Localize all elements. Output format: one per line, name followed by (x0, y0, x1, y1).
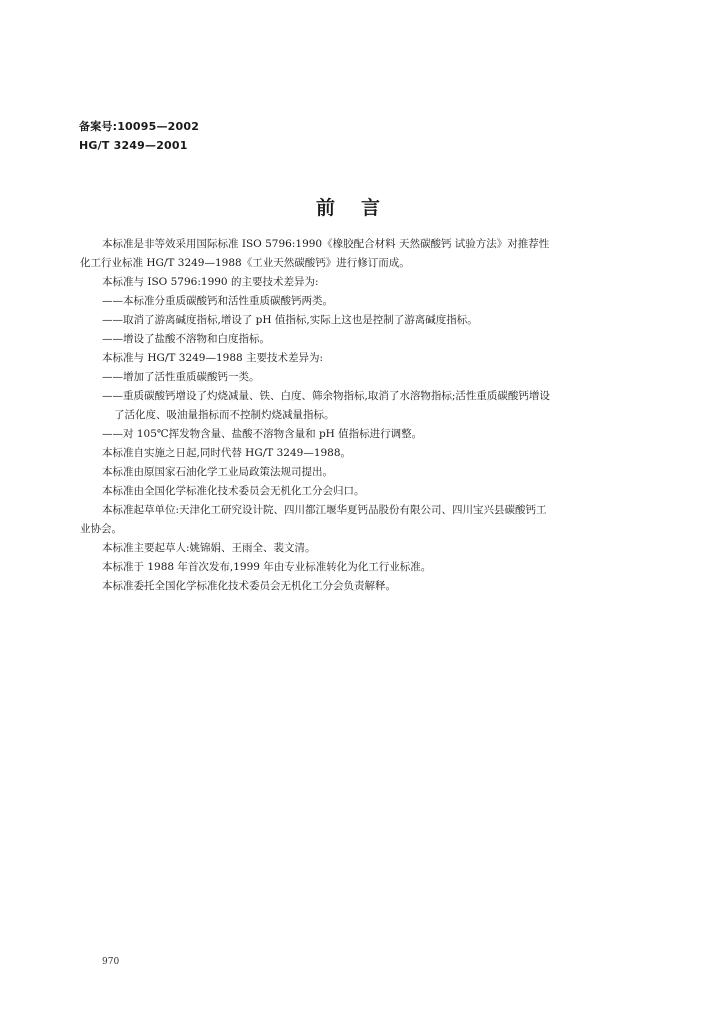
document-header (79, 117, 199, 155)
paragraph-line: 本标准由全国化学标准化技术委员会无机化工分会归口。 (102, 485, 365, 497)
paragraph-line: 本标准于 1988 年首次发布,1999 年由专业标准转化为化工行业标准。 (102, 561, 432, 573)
paragraph-line: ——重质碳酸钙增设了灼烧减量、铁、白度、筛余物指标,取消了水溶物指标;活性重质碳酸钙增设 (102, 390, 550, 402)
paragraph-line: 化工行业标准 HG/T 3249—1988《工业天然碳酸钙》进行修订而成。 (80, 257, 410, 269)
filing-number: 备案号:10095—2002 (79, 120, 200, 133)
paragraph-line: 了活化度、吸油量指标而不控制灼烧减量指标。 (114, 409, 335, 421)
paragraph-line: 本标准委托全国化学标准化技术委员会无机化工分会负责解释。 (102, 580, 396, 592)
paragraph-line: 业协会。 (80, 523, 122, 535)
page-number: 970 (102, 957, 120, 967)
paragraph-line: 本标准与 ISO 5796:1990 的主要技术差异为: (102, 276, 319, 288)
paragraph-line: ——对 105℃挥发物含量、盐酸不溶物含量和 pH 值指标进行调整。 (102, 428, 423, 440)
paragraph-line: 本标准是非等效采用国际标准 ISO 5796:1990《橡胶配合材料 天然碳酸钙 试验方法》对推荐性 (102, 238, 550, 250)
paragraph-line: 本标准主要起草人:姚锦娟、王雨全、裴文清。 (102, 542, 316, 554)
paragraph-line: 本标准与 HG/T 3249—1988 主要技术差异为: (102, 352, 324, 364)
paragraph-line: 本标准由原国家石油化学工业局政策法规司提出。 (102, 466, 333, 478)
standard-number: HG/T 3249—2001 (79, 139, 188, 152)
paragraph-line: ——本标准分重质碳酸钙和活性重质碳酸钙两类。 (102, 295, 333, 307)
paragraph-line: 本标准起草单位:天津化工研究设计院、四川都江堰华夏钙品股份有限公司、四川宝兴县碳酸钙工 (102, 504, 547, 516)
paragraph-line: ——取消了游离碱度指标,增设了 pH 值指标,实际上这也是控制了游离碱度指标。 (102, 314, 478, 326)
page-title: 前言 (315, 197, 406, 219)
paragraph-line: ——增设了盐酸不溶物和白度指标。 (102, 333, 270, 345)
paragraph-line: 本标准自实施之日起,同时代替 HG/T 3249—1988。 (102, 447, 352, 459)
foreword-body (80, 235, 648, 596)
paragraph-line: ——增加了活性重质碳酸钙一类。 (102, 371, 260, 383)
